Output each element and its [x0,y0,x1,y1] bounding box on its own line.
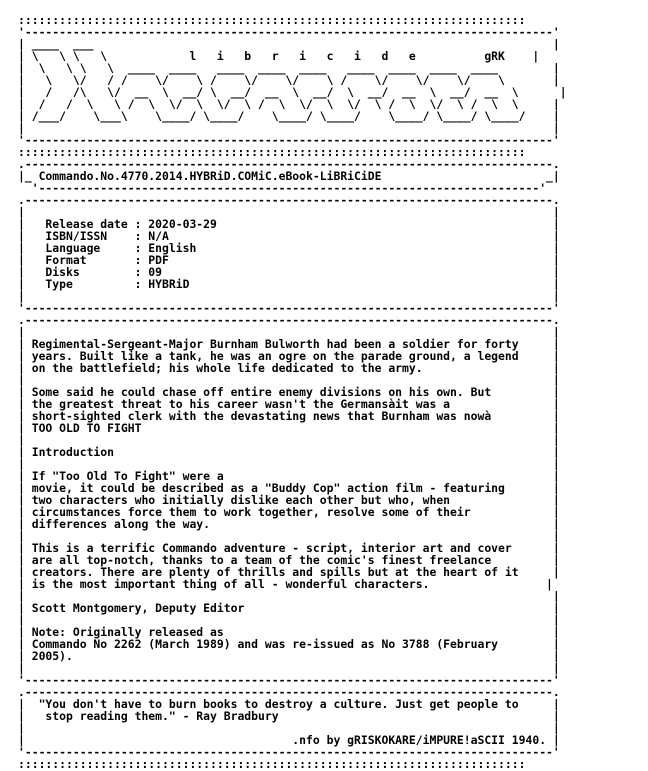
nfo-line: | | [18,613,560,627]
nfo-line: | | [18,589,560,603]
nfo-line: | | [18,121,560,135]
nfo-line: | \ \/ / / \/ \ / \/ \/ \ / \/ \/ \/ \ | [18,73,560,87]
nfo-line: | Disks : 09 | [18,265,560,279]
nfo-line: | | [18,721,560,735]
nfo-line: | | [18,529,560,543]
nfo-line: | /___/ \___\ \____/ \____/ \____/ \____/ \____/ \____/ \____/ | [18,109,560,123]
nfo-line: :::::::::::::::::::::::::::::::::::::::::::::::::::::::::::::::::::::::::: [18,13,526,27]
nfo-line: | creators. There are plenty of thrills and spills but at the heart of it | [18,565,560,579]
nfo-line: | \ \ \ \ ____ ____ ____ ____ ____ ____ ____ ____ ____ | [18,61,560,75]
nfo-line: | is the most important thing of all - wonderful characters. | [18,577,553,591]
nfo-line: '-----------------------------------------------------------------------------' [18,25,560,39]
nfo-line: | If "Too Old To Fight" were a | [18,469,560,483]
nfo-line: .-----------------------------------------------------------------------------. [18,157,560,171]
nfo-line: '-----------------------------------------------------------------------------' [18,673,560,687]
nfo-line: | This is a terrific Commando adventure - script, interior art and cover | [18,541,560,555]
nfo-line: | ____ ___ | [18,37,560,51]
nfo-line: | Language : English | [18,241,560,255]
nfo-line: | TOO OLD TO FIGHT | [18,421,560,435]
nfo-line: | | [18,325,560,339]
nfo-line: | Note: Originally released as | [18,625,560,639]
nfo-line: | \ \ \ \ l i b r i c i d e gRK | [18,49,540,63]
nfo-line: | | [18,205,560,219]
nfo-line: | differences along the way. | [18,517,560,531]
nfo-line: |_ Commando.No.4770.2014.HYBRiD.COMiC.eBook-LiBRiCiDE _| [18,169,560,183]
nfo-line: | / / \ \ / \ \/ \ \/ \ / \ \/ \ \/ \ / \ \/ \ / \ \ | [18,97,560,111]
nfo-line: | the greatest threat to his career wasn't the Germansàit was a | [18,397,560,411]
nfo-line: | two characters who initially dislike each other but who, when | [18,493,560,507]
nfo-line: | / /\ \/ __ \ __/ \ __/ __ \ __/ \ __/ __ \ __/ __ \ | [18,85,567,99]
nfo-line: | stop reading them." - Ray Bradbury | [18,709,560,723]
nfo-line: | .nfo by gRISKOKARE/iMPURE!aSCII 1940. | [18,733,560,747]
nfo-line: | | [18,373,560,387]
nfo-line: | | [18,457,560,471]
nfo-line: | | [18,433,560,447]
nfo-line: '-----------------------------------------------------------------------------' [18,301,560,315]
nfo-line: | years. Built like a tank, he was an ogre on the parade ground, a legend | [18,349,560,363]
nfo-line: '-----------------------------------------------------------------------------' [18,133,560,147]
nfo-line: '-------------------------------------------------------------------------' [18,181,560,195]
nfo-line: | short-sighted clerk with the devastating news that Burnham was nowà | [18,409,560,423]
nfo-line: | movie, it could be described as a "Buddy Cop" action film - featuring | [18,481,560,495]
nfo-line: '-----------------------------------------------------------------------------' [18,745,560,759]
nfo-line: | Format : PDF | [18,253,560,267]
nfo-line: | "You don't have to burn books to destroy a culture. Just get people to | [18,697,560,711]
nfo-line: :::::::::::::::::::::::::::::::::::::::::::::::::::::::::::::::::::::::::: [18,757,526,771]
nfo-line: | Regimental-Sergeant-Major Burnham Bulworth had been a soldier for forty | [18,337,560,351]
nfo-line: | Some said he could chase off entire enemy divisions on his own. But | [18,385,560,399]
nfo-line: | ISBN/ISSN : N/A | [18,229,560,243]
nfo-line: | | [18,661,560,675]
nfo-line: | are all top-notch, thanks to a team of the comic's finest freelance | [18,553,560,567]
nfo-line: .-----------------------------------------------------------------------------. [18,685,560,699]
nfo-line: | on the battlefield; his whole life dedicated to the army. | [18,361,560,375]
nfo-line: | 2005). | [18,649,560,663]
nfo-line: :::::::::::::::::::::::::::::::::::::::::::::::::::::::::::::::::::::::::: [18,145,526,159]
nfo-line: | Commando No 2262 (March 1989) and was re-issued as No 3788 (February | [18,637,560,651]
nfo-line: | Release date : 2020-03-29 | [18,217,560,231]
nfo-line: .-----------------------------------------------------------------------------. [18,193,560,207]
nfo-line: | Type : HYBRiD | [18,277,560,291]
nfo-line: | Introduction | [18,445,560,459]
nfo-line: | Scott Montgomery, Deputy Editor | [18,601,560,615]
nfo-line: | | [18,289,560,303]
nfo-line: .-----------------------------------------------------------------------------. [18,313,560,327]
nfo-line: | circumstances force them to work together, resolve some of their | [18,505,560,519]
